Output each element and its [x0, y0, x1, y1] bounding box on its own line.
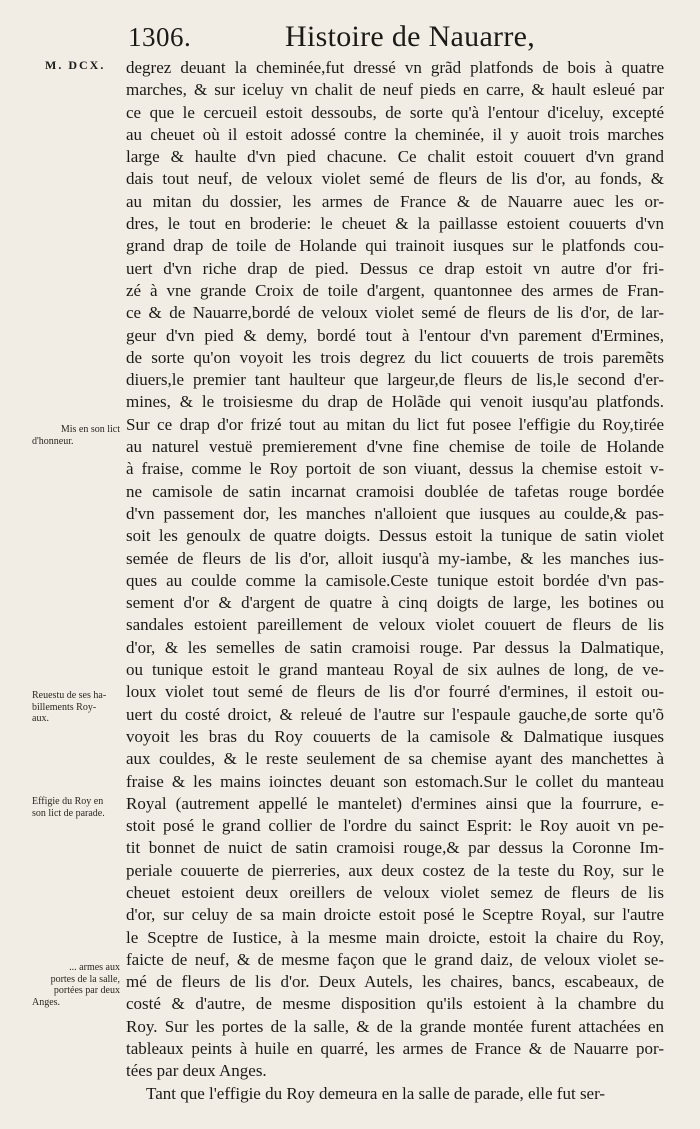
text-line: au mitan du dossier, les armes de France & de Nauarre auec les or-: [126, 191, 664, 211]
note-line: ... armes aux: [69, 962, 120, 973]
text-line: zé à vne grande Croix de toile d'argent, quantonnee des armes de Fran-: [126, 280, 664, 300]
margin-note-bed-of-honour: [32, 424, 120, 447]
text-line: ce que le cercueil estoit dessoubs, de sorte qu'à l'entour d'iceluy, excepté: [126, 102, 664, 122]
text-line: geur d'vn pied & demy, bordé tout à l'entour d'vn parement d'Ermines,: [126, 325, 664, 345]
text-line: d'or, sur celuy de sa main droicte estoit posé le Sceptre Royal, sur l'autre: [126, 905, 664, 925]
text-line: Sur ce drap d'or frizé tout au mitan du lict fut posee l'effigie du Roy,tirée: [126, 414, 664, 434]
text-line: stoit posé le grand collier de l'ordre du sainct Esprit: le Roy auoit vn pe-: [126, 816, 664, 836]
note-line: aux.: [32, 713, 49, 724]
text-line: periale couuerte de pierreries, aux deux costez de la teste du Roy, sur le: [126, 860, 664, 880]
text-line: cheuet estoient deux oreillers de veloux violet semez de fleurs de lis: [126, 882, 664, 902]
text-line: soit les genoulx de quatre doigts. Dessus estoit la tunique de satin violet: [126, 526, 664, 546]
text-line: dais tout neuf, de veloux violet semé de fleurs de lis d'or, au fonds, &: [126, 169, 664, 189]
note-line: Anges.: [32, 996, 61, 1008]
text-line: d'vn passement dor, les manches n'alloient que iusques au coulde,& pas-: [126, 503, 664, 523]
text-line: sement d'or & d'argent de quatre à cinq doigts de large, les botines ou: [126, 593, 664, 613]
text-line: Royal (autrement appellé le mantelet) d'ermines ainsi que la fourrure, e-: [126, 793, 664, 813]
note-line: portes de la salle,: [50, 973, 120, 985]
text-line: voyoit les bras du Roy couuerts de la camisole & Dalmatique iusques: [126, 726, 664, 746]
text-line: uert d'vn riche drap de pied. Dessus ce drap estoit vn autre d'or fri-: [126, 258, 664, 278]
body-text: [126, 57, 664, 1105]
text-line: au naturel vestuë premierement d'vne fine chemise de toile de Holande: [126, 437, 664, 457]
text-line: mé de fleurs de lis d'or. Deux Autels, les chaires, bancs, escabeaux, de: [126, 972, 664, 992]
note-line: portées par deux: [53, 985, 120, 996]
note-line: Mis en son lict: [60, 424, 120, 435]
text-line: loux violet tout semé de fleurs de lis d'or fourré d'ermines, il estoit ou-: [126, 682, 664, 702]
text-line: tit bonnet de nuict de satin cramoisi rouge,& par dessus la Coronne Im-: [126, 838, 664, 858]
margin-note-royal-garments: [32, 690, 120, 725]
page-number: 1306.: [128, 22, 192, 52]
text-line: dres, le tout en broderie: le cheuet & la paillasse estoient couuerts d'vn: [126, 214, 664, 234]
text-line: d'or, & les semelles de satin cramoisi rouge. Par dessus la Dalmatique,: [126, 637, 664, 657]
text-line: Tant que l'effigie du Roy demeura en la salle de parade, elle fut ser-: [146, 1083, 606, 1103]
margin-note-arms-on-doors: [32, 962, 120, 1008]
text-line: tées par deux Anges.: [126, 1061, 267, 1081]
text-line: marches, & sur iceluy vn chalit de neuf pieds en carre, & hault esleué par: [126, 80, 664, 100]
text-line: mines, & le troisiesme du drap de Holãde qui venoit iusqu'au platfonds.: [126, 392, 664, 412]
text-line: uert du costé droict, & releué de l'autre sur l'espaule gauche,de sorte qu'õ: [126, 704, 664, 724]
margin-note-effigy: [32, 796, 120, 819]
text-line: à fraise, comme le Roy portoit de son viuant, dessus la chemise estoit v-: [126, 459, 664, 479]
note-line: d'honneur.: [32, 435, 74, 447]
text-line: degrez deuant la cheminée,fut dressé vn grãd platfonds de bois à quatre: [126, 58, 664, 77]
text-line: ce & de Nauarre,bordé de veloux violet semé de fleurs de lis d'or, de lar-: [126, 303, 664, 323]
text-line: le Sceptre de Iustice, à la mesme main droicte, estoit la chaire du Roy,: [126, 927, 664, 947]
text-line: Roy. Sur les portes de la salle, & de la grande montée furent attachées en: [126, 1016, 664, 1036]
text-line: grand drap de toile de Holande qui trainoit iusques sur le platfonds cou-: [126, 236, 664, 256]
text-line: aux couldes, & le reste seulement de sa chemise ayant des manchettes à: [126, 749, 664, 769]
note-line: son lict de parade.: [32, 807, 105, 819]
year-mark: M. DCX.: [45, 58, 106, 72]
text-line: de sorte qu'on voyoit les trois degrez du lict couuerts de trois paremẽts: [126, 347, 664, 367]
text-line: fraise & les mains ioinctes deuant son estomach.Sur le collet du manteau: [126, 771, 664, 791]
text-line: sandales estoient pareillement de veloux violet couuert de fleurs de lis: [126, 615, 664, 635]
text-line: tableaux peints à huile en quarré, les armes de France & de Nauarre por-: [126, 1039, 664, 1059]
text-line: costé & d'autre, de mesme disposition qu'ils estoient à la chambre du: [126, 994, 664, 1014]
note-line: Reuestu de ses ha-: [32, 690, 107, 701]
text-line: semée de fleurs de lis d'or, alloit iusqu'à my-iambe, & les manches ius-: [126, 548, 664, 568]
text-line: au cheuet où il estoit adossé contre la cheminée, il y auoit trois marches: [126, 124, 664, 144]
running-title: Histoire de Nauarre,: [285, 20, 536, 53]
text-line: ou tunique estoit le grand manteau Royal de six aulnes de long, de ve-: [126, 660, 664, 680]
note-line: billements Roy-: [32, 701, 97, 713]
text-line: diuers,le premier tant haulteur que largeur,de fleurs de lis,le second d'er-: [126, 370, 664, 390]
text-line: ne camisole de satin incarnat cramoisi doublée de tafetas rouge bordée: [126, 481, 664, 501]
page-header: [0, 20, 700, 60]
text-line: ques au coulde comme la camisole.Ceste tunique estoit bordée d'vn pas-: [126, 570, 664, 590]
text-line: large & haulte d'vn pied chacune. Ce chalit estoit couuert d'vn grand: [126, 147, 664, 167]
note-line: Effigie du Roy en: [32, 796, 104, 807]
text-line: faicte de neuf, & de mesme façon que le grand daiz, de veloux violet se-: [126, 949, 664, 969]
